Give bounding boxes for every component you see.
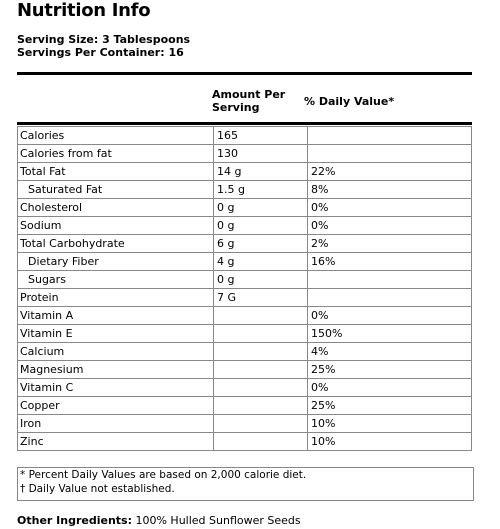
- nutrient-name: Sugars: [18, 271, 214, 289]
- daily-value-percent: 0%: [308, 307, 472, 325]
- nutrient-name: Dietary Fiber: [18, 253, 214, 271]
- table-row: [18, 235, 472, 253]
- nutrient-name: Vitamin A: [18, 307, 214, 325]
- servings-per-container: Servings Per Container: 16: [17, 46, 184, 59]
- amount-per-serving: 0 g: [214, 199, 308, 217]
- daily-value-percent: 2%: [308, 235, 472, 253]
- nutrient-name: Magnesium: [18, 361, 214, 379]
- daily-value-percent: 16%: [308, 253, 472, 271]
- table-row: [18, 127, 472, 145]
- amount-per-serving: 0 g: [214, 271, 308, 289]
- amount-header-line2: Serving: [212, 101, 260, 114]
- table-row: [18, 181, 472, 199]
- nutrient-name: Vitamin E: [18, 325, 214, 343]
- table-row: [18, 199, 472, 217]
- daily-value-percent: 4%: [308, 343, 472, 361]
- amount-per-serving: 1.5 g: [214, 181, 308, 199]
- amount-per-serving: [214, 307, 308, 325]
- table-row: [18, 433, 472, 451]
- table-row: [18, 379, 472, 397]
- daily-value-percent: 0%: [308, 379, 472, 397]
- nutrient-name: Calcium: [18, 343, 214, 361]
- table-row: [18, 325, 472, 343]
- amount-per-serving: [214, 415, 308, 433]
- table-row: [18, 397, 472, 415]
- amount-per-serving: 4 g: [214, 253, 308, 271]
- amount-per-serving: 165: [214, 127, 308, 145]
- table-row: [18, 163, 472, 181]
- daily-value-percent: 150%: [308, 325, 472, 343]
- nutrient-name: Iron: [18, 415, 214, 433]
- amount-per-serving: [214, 433, 308, 451]
- daily-value-percent: 0%: [308, 217, 472, 235]
- daily-value-percent: 10%: [308, 433, 472, 451]
- daily-value-percent: [308, 145, 472, 163]
- ingredients-label: Other Ingredients:: [17, 514, 132, 527]
- ingredients-value: 100% Hulled Sunflower Seeds: [135, 514, 301, 527]
- amount-per-serving: 14 g: [214, 163, 308, 181]
- top-divider: [17, 72, 472, 75]
- amount-per-serving: 6 g: [214, 235, 308, 253]
- amount-per-serving: 0 g: [214, 217, 308, 235]
- table-row: [18, 217, 472, 235]
- amount-per-serving: [214, 379, 308, 397]
- daily-value-percent: 25%: [308, 361, 472, 379]
- serving-info: [17, 33, 190, 59]
- table-row: [18, 307, 472, 325]
- nutrient-name: Calories: [18, 127, 214, 145]
- table-row: [18, 289, 472, 307]
- nutrient-name: Copper: [18, 397, 214, 415]
- daily-value-percent: 10%: [308, 415, 472, 433]
- daily-value-percent: 22%: [308, 163, 472, 181]
- table-row: [18, 271, 472, 289]
- table-row: [18, 415, 472, 433]
- daily-value-header: % Daily Value*: [304, 95, 395, 108]
- amount-per-serving: [214, 325, 308, 343]
- daily-value-percent: 0%: [308, 199, 472, 217]
- daily-value-percent: [308, 127, 472, 145]
- amount-per-serving: [214, 361, 308, 379]
- table-header: [17, 85, 472, 123]
- daily-value-percent: [308, 289, 472, 307]
- nutrient-name: Vitamin C: [18, 379, 214, 397]
- table-row: [18, 145, 472, 163]
- footnote-not-established: † Daily Value not established.: [20, 483, 175, 495]
- nutrient-name: Total Carbohydrate: [18, 235, 214, 253]
- footnote-daily-values: * Percent Daily Values are based on 2,000 calorie diet.: [20, 469, 307, 481]
- table-row: [18, 343, 472, 361]
- footnotes: [17, 467, 474, 501]
- amount-per-serving-header: [212, 88, 285, 114]
- nutrition-table: [17, 126, 472, 451]
- amount-header-line1: Amount Per: [212, 88, 286, 101]
- nutrient-name: Calories from fat: [18, 145, 214, 163]
- nutrient-name: Zinc: [18, 433, 214, 451]
- nutrient-name: Sodium: [18, 217, 214, 235]
- nutrient-name: Cholesterol: [18, 199, 214, 217]
- serving-size: Serving Size: 3 Tablespoons: [17, 33, 191, 46]
- header-divider: [17, 122, 472, 125]
- nutrient-name: Saturated Fat: [18, 181, 214, 199]
- other-ingredients: [17, 514, 301, 527]
- table-row: [18, 253, 472, 271]
- amount-per-serving: [214, 397, 308, 415]
- nutrient-name: Total Fat: [18, 163, 214, 181]
- nutrient-name: Protein: [18, 289, 214, 307]
- table-row: [18, 361, 472, 379]
- amount-per-serving: [214, 343, 308, 361]
- daily-value-percent: 25%: [308, 397, 472, 415]
- daily-value-percent: 8%: [308, 181, 472, 199]
- page-title: Nutrition Info: [17, 0, 151, 21]
- daily-value-percent: [308, 271, 472, 289]
- amount-per-serving: 130: [214, 145, 308, 163]
- amount-per-serving: 7 G: [214, 289, 308, 307]
